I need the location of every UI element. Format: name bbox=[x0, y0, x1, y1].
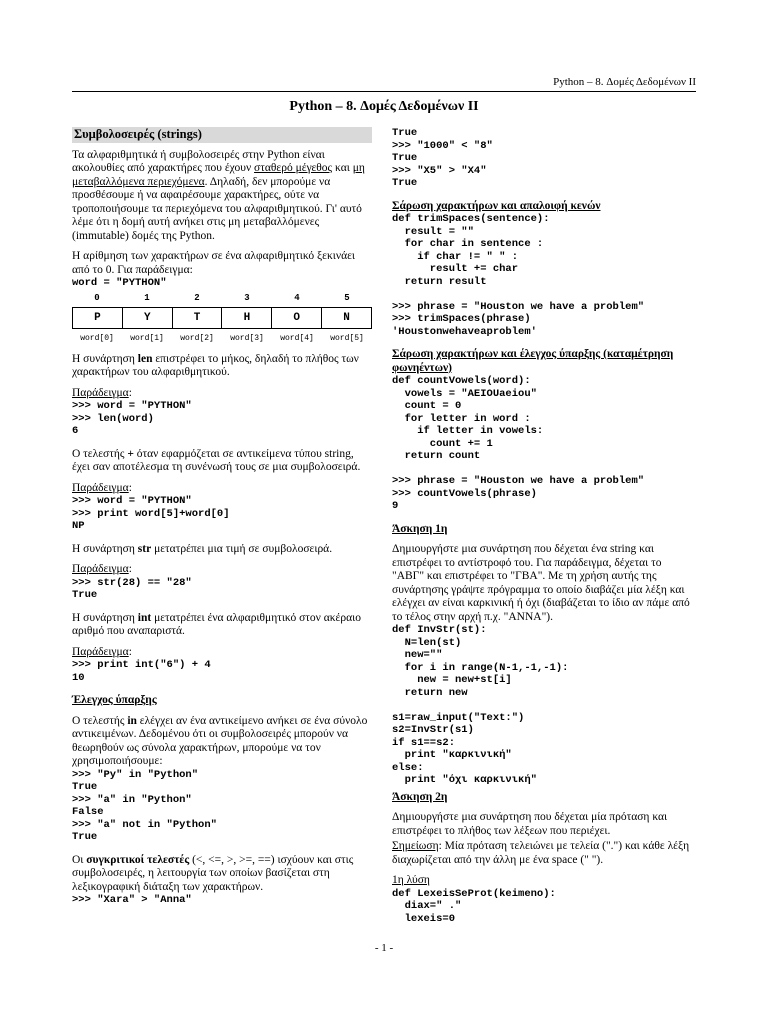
str-text-2: μετατρέπει μια τιμή σε συμβολοσειρά. bbox=[151, 542, 333, 555]
exercise-1-heading: Άσκηση 1η bbox=[392, 522, 448, 535]
example-label-text: Παράδειγμα bbox=[72, 481, 129, 494]
int-paragraph bbox=[72, 612, 372, 639]
example-label bbox=[72, 482, 372, 496]
in-keyword: in bbox=[127, 714, 137, 727]
example-label bbox=[72, 563, 372, 577]
example-label-colon: : bbox=[128, 386, 132, 399]
cmp-text-2: (<, <=, >, >=, ==) ισχύουν και στις συμβολοσειρές, η λειτουργία των οποίων βασίζεται στη λεξικογραφική διάταξη των χαρακτήρων. bbox=[72, 853, 354, 893]
intro-text-2: και bbox=[332, 162, 353, 174]
example-label bbox=[72, 646, 372, 660]
plus-keyword: + bbox=[127, 447, 134, 460]
char-table bbox=[72, 307, 372, 329]
len-keyword: len bbox=[137, 352, 153, 365]
vowel-heading: Σάρωση χαρακτήρων και έλεγχος ύπαρξης (καταμέτρηση φωνηέντων) bbox=[392, 348, 674, 374]
numbering-paragraph: Η αρίθμηση των χαρακτήρων σε ένα αλφαριθμητικό ξεκινάει από το 0. Για παράδειγμα: bbox=[72, 250, 356, 276]
left-column bbox=[72, 127, 372, 911]
example-3-code: >>> str(28) == "28" True bbox=[72, 576, 192, 601]
index-label: 4 bbox=[294, 292, 300, 303]
vowel-code: def countVowels(word): vowels = "AEIOUaeiou" count = 0 for letter in word : if letter in vowels: count += 1 return count >>> phrase = "Houston we have a problem" >>> countVowels(phrase) 9 bbox=[392, 375, 645, 512]
intro-text-3: . Δηλαδή, δεν μπορούμε να προσθέσουμε ή να αφαιρέσουμε χαρακτήρες, ούτε να τροποποιήσουμε τα περιεχόμενα του αλφαριθμητικού. Γι' αυτό λέμε ότι η δομή αυτή ανήκει στις μη μεταβαλλόμενες (immutable) δομές της Python. bbox=[72, 175, 362, 242]
plus-text-1: Ο τελεστής bbox=[72, 447, 128, 460]
example-label-colon: : bbox=[128, 645, 132, 658]
example-2-code: >>> word = "PYTHON" >>> print word[5]+word[0] NP bbox=[72, 495, 230, 532]
exercise-2-heading: Άσκηση 2η bbox=[392, 790, 448, 803]
note-label: Σημείωση bbox=[392, 840, 439, 852]
word-assign-code: word = "PYTHON" bbox=[72, 277, 167, 289]
example-label-colon: : bbox=[128, 481, 132, 494]
exercise-1-text: Δημιουργήστε μια συνάρτηση που δέχεται ένα string και επιστρέφει το αντίστροφό του. Για παράδειγμα, δέχεται το "ΑΒΓ" και επιστρέφει το "ΓΒΑ". Με τη χρήση αυτής της συνάρτησης γράψτε πρόγραμμα το οποίο διαβάζει μία λέξη και ελέγχει αν είναι καρκινική ή όχι (διαβάζεται το ίδιο αν πάμε από το τέλος στην αρχή π.χ. "ANNA"). bbox=[392, 543, 690, 623]
comparison-continued-code: True >>> "1000" < "8" True >>> "X5" > "X4" True bbox=[392, 127, 493, 189]
plus-text-2: όταν εφαρμόζεται σε αντικείμενα τύπου string, έχει σαν αποτέλεσμα τη συνένωσή τους σε μια συμβολοσειρά. bbox=[72, 447, 361, 473]
subscript-label: word[4] bbox=[280, 334, 314, 343]
subscript-label: word[3] bbox=[230, 334, 264, 343]
example-6-code: >>> "Xara" > "Anna" bbox=[72, 894, 192, 906]
right-column bbox=[392, 127, 696, 929]
index-label: 1 bbox=[144, 292, 150, 303]
char-cell: O bbox=[271, 308, 321, 328]
plus-paragraph bbox=[72, 448, 372, 475]
index-label: 3 bbox=[244, 292, 250, 303]
subscript-label: word[2] bbox=[180, 334, 214, 343]
trim-heading: Σάρωση χαρακτήρων και απαλοιφή κενών bbox=[392, 199, 601, 212]
int-keyword: int bbox=[137, 611, 152, 624]
example-label-colon: : bbox=[128, 563, 132, 575]
intro-underline-2: μη μεταβαλλόμενα περιεχόμενα bbox=[72, 162, 365, 188]
example-label bbox=[72, 387, 372, 401]
index-row bbox=[72, 292, 372, 306]
page-title: Python – 8. Δομές Δεδομένων ΙΙ bbox=[289, 99, 479, 114]
intro-text-1: Τα αλφαριθμητικά ή συμβολοσειρές στην Python είναι ακολουθίες από χαρακτήρες που έχουν bbox=[72, 148, 325, 174]
example-label-text: Παράδειγμα bbox=[72, 645, 129, 658]
in-text-2: ελέγχει αν ένα αντικείμενο ανήκει σε ένα σύνολο αντικειμένων. Δεδομένου ότι οι συμβολοσειρές μπορούν να θεωρηθούν ως σύνολα χαρακτήρων, μπορούμε να τον χρησιμοποιήσουμε: bbox=[72, 714, 368, 767]
cmp-text-1: Οι bbox=[72, 853, 87, 866]
header-rule bbox=[72, 91, 696, 92]
in-heading: Έλεγχος ύπαρξης bbox=[72, 694, 157, 706]
char-cell: T bbox=[172, 308, 222, 328]
comparison-paragraph bbox=[72, 854, 372, 895]
intro-paragraph bbox=[72, 149, 372, 244]
int-text-2: μετατρέπει ένα αλφαριθμητικό στον ακέραιο αριθμό που αναπαριστά. bbox=[72, 611, 361, 637]
subscript-label: word[1] bbox=[130, 334, 164, 343]
index-label: 0 bbox=[94, 292, 100, 303]
char-cell: Y bbox=[122, 308, 172, 328]
solution-label: 1η λύση bbox=[392, 874, 430, 886]
str-keyword: str bbox=[137, 542, 152, 555]
page-number: - 1 - bbox=[374, 942, 394, 954]
subscript-label: word[5] bbox=[330, 334, 364, 343]
exercise-2-code: def LexeisSeProt(keimeno): diax=" ." lexeis=0 bbox=[392, 887, 556, 925]
index-label: 2 bbox=[194, 292, 200, 303]
int-text-1: Η συνάρτηση bbox=[72, 611, 138, 624]
len-text-2: επιστρέφει το μήκος, δηλαδή το πλήθος των χαρακτήρων του αλφαριθμητικού. bbox=[72, 352, 359, 378]
in-text-1: Ο τελεστής bbox=[72, 714, 128, 727]
char-cell: N bbox=[321, 308, 371, 328]
section-heading: Συμβολοσειρές (strings) bbox=[72, 127, 372, 143]
note-text: : Μία πρόταση τελειώνει με τελεία (".") και κάθε λέξη διαχωρίζεται από την άλλη με ένα space (" "). bbox=[392, 840, 690, 866]
running-header: Python – 8. Δομές Δεδομένων ΙΙ bbox=[553, 76, 696, 88]
char-cell: H bbox=[221, 308, 271, 328]
subscript-label: word[0] bbox=[80, 334, 114, 343]
char-cell: P bbox=[94, 312, 101, 324]
example-5-code: >>> "Py" in "Python" True >>> "a" in "Python" False >>> "a" not in "Python" True bbox=[72, 768, 217, 843]
exercise-1-code: def InvStr(st): N=len(st) new="" for i in range(N-1,-1,-1): new = new+st[i] return new s1=raw_input("Text:") s2=InvStr(s1) if s1==s2: print "καρκινική" else: print "όχι καρκινική" bbox=[392, 624, 569, 786]
str-paragraph bbox=[72, 543, 372, 557]
trim-code: def trimSpaces(sentence): result = "" for char in sentence : if char != " " : result += char return result >>> phrase = "Houston we have a problem" >>> trimSpaces(phrase) 'Houstonwehaveaproblem' bbox=[392, 213, 645, 338]
example-4-code: >>> print int("6") + 4 10 bbox=[72, 659, 211, 684]
example-1-code: >>> word = "PYTHON" >>> len(word) 6 bbox=[72, 400, 192, 437]
len-paragraph bbox=[72, 353, 372, 380]
example-label-text: Παράδειγμα bbox=[72, 563, 129, 575]
note-paragraph bbox=[392, 840, 696, 867]
cmp-keyword: συγκριτικοί τελεστές bbox=[86, 853, 190, 866]
str-text-1: Η συνάρτηση bbox=[72, 542, 138, 555]
exercise-2-text: Δημιουργήστε μια συνάρτηση που δέχεται μία πρόταση και επιστρέφει το πλήθος των λέξεων που περιέχει. bbox=[392, 811, 668, 837]
intro-underline-1: σταθερό μέγεθος bbox=[254, 162, 333, 174]
in-paragraph bbox=[72, 715, 372, 769]
subscript-row bbox=[72, 332, 372, 346]
example-label-text: Παράδειγμα bbox=[72, 386, 129, 399]
index-label: 5 bbox=[344, 292, 350, 303]
len-text-1: Η συνάρτηση bbox=[72, 352, 138, 365]
